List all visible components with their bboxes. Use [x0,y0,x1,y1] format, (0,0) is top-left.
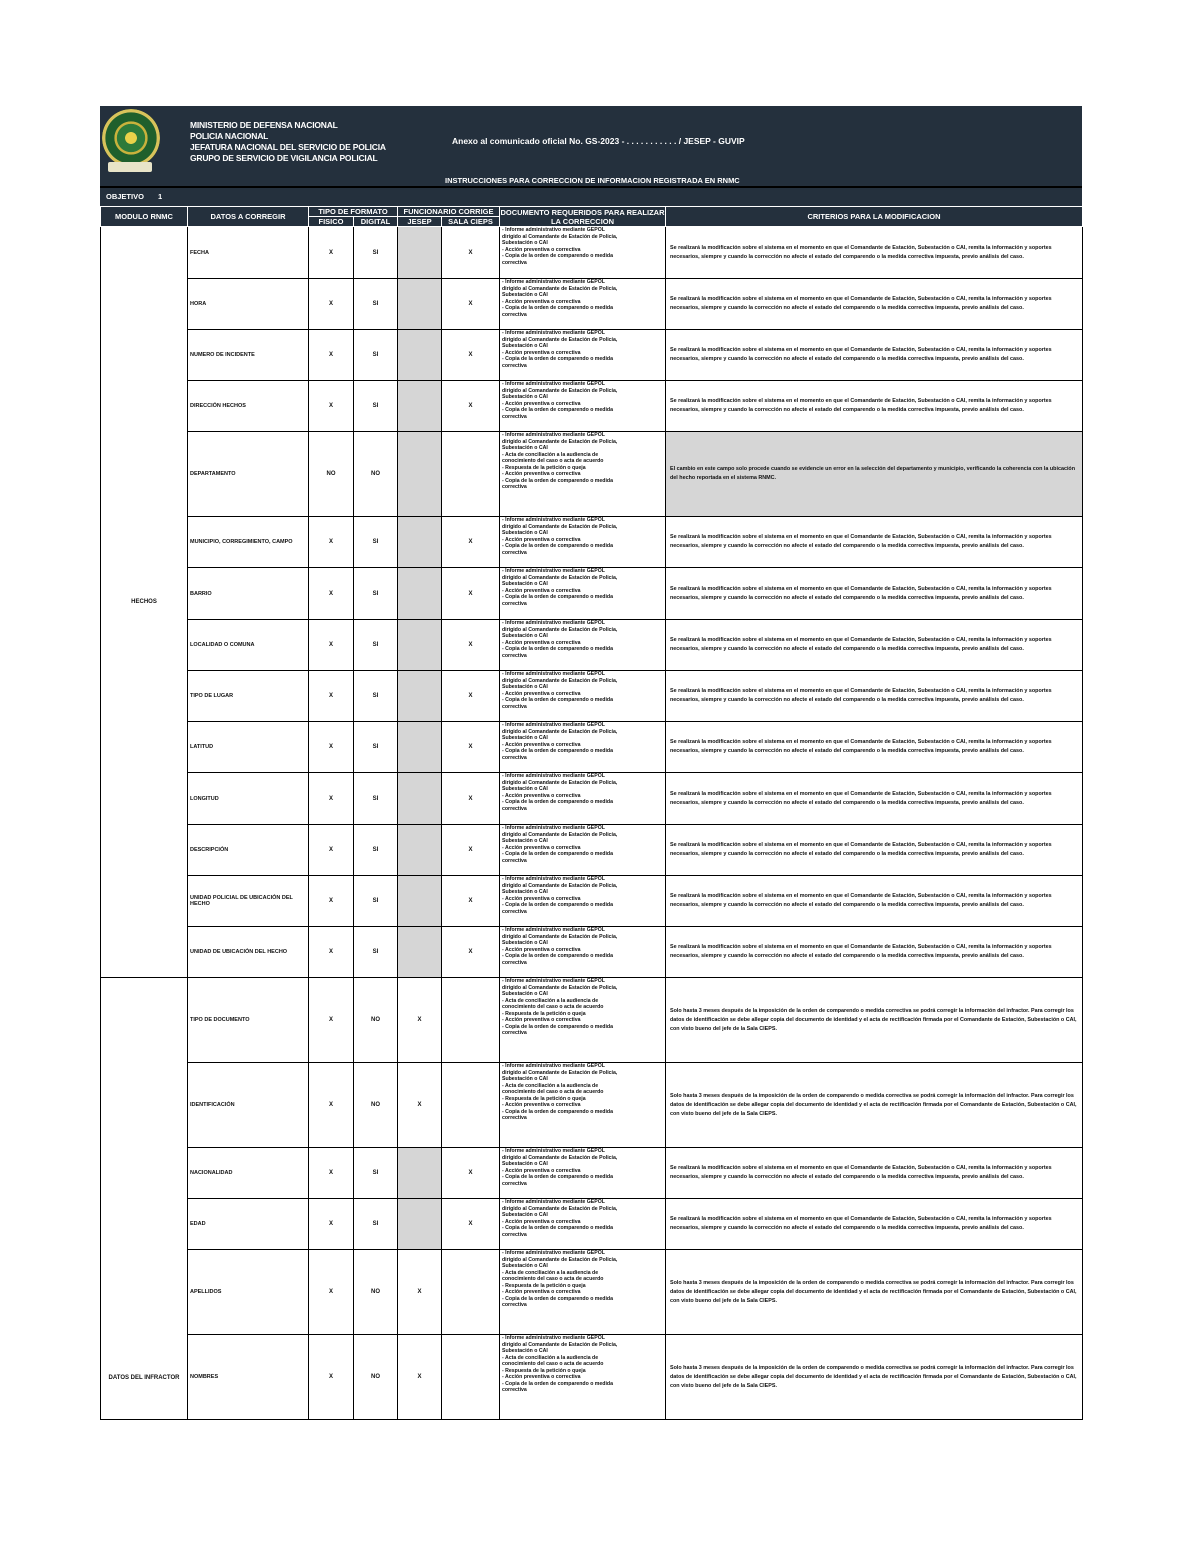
org-line: JEFATURA NACIONAL DEL SERVICIO DE POLICIA [190,142,386,152]
modification-criteria: Se realizará la modificación sobre el sistema en el momento en que el Comandante de Estación, Subestación o CAI, remita la información y soportes necesarios, siempre y cuando la corrección no afecte el estado del comparendo o la medida correctiva impuesta, previo análisis del caso. [666,722,1083,773]
sala-cieps-cell: X [442,381,500,432]
corrections-table [100,206,1083,1420]
required-documents: - Informe administrativo mediante GEPOL dirigido al Comandante de Estación de Policía, Subestación o CAI - Acción preventiva o correctiva - Copia de la orden de comparendo o medida correctiva [500,227,666,279]
sala-cieps-cell: X [442,620,500,671]
col-modulo: MODULO RNMC [101,207,188,227]
digital-cell: NO [354,1335,398,1420]
jesep-cell [398,825,442,876]
jesep-cell [398,722,442,773]
modification-criteria: Solo hasta 3 meses después de la imposición de la orden de comparendo o medida correctiva se podrá corregir la información del infractor. Para corregir los datos de identificación se debe allegar copia del documento de identidad y el acta de rectificación firmada por el Comandante de Estación, Subestación o CAI, con visto bueno del jefe de la Sala CIEPS. [666,1063,1083,1148]
sala-cieps-cell: X [442,671,500,722]
emblem-ribbon [108,162,152,172]
required-documents: - Informe administrativo mediante GEPOL dirigido al Comandante de Estación de Policía, Subestación o CAI - Acción preventiva o correctiva - Copia de la orden de comparendo o medida correctiva [500,1199,666,1250]
jesep-cell [398,227,442,279]
modification-criteria: Se realizará la modificación sobre el sistema en el momento en que el Comandante de Estación, Subestación o CAI, remita la información y soportes necesarios, siempre y cuando la corrección no afecte el estado del comparendo o la medida correctiva impuesta, previo análisis del caso. [666,671,1083,722]
fisico-cell: X [309,773,354,825]
sala-cieps-cell: X [442,1148,500,1199]
digital-cell: SI [354,722,398,773]
required-documents: - Informe administrativo mediante GEPOL dirigido al Comandante de Estación de Policía, Subestación o CAI - Acción preventiva o correctiva - Copia de la orden de comparendo o medida correctiva [500,1148,666,1199]
fisico-cell: NO [309,432,354,517]
jesep-cell [398,279,442,330]
required-documents: - Informe administrativo mediante GEPOL dirigido al Comandante de Estación de Policía, Subestación o CAI - Acción preventiva o correctiva - Copia de la orden de comparendo o medida correctiva [500,825,666,876]
jesep-cell [398,381,442,432]
digital-cell: SI [354,227,398,279]
modification-criteria: Se realizará la modificación sobre el sistema en el momento en que el Comandante de Estación, Subestación o CAI, remita la información y soportes necesarios, siempre y cuando la corrección no afecte el estado del comparendo o la medida correctiva impuesta, previo análisis del caso. [666,381,1083,432]
fisico-cell: X [309,1199,354,1250]
table-row [101,330,1083,381]
jesep-cell [398,1148,442,1199]
required-documents: - Informe administrativo mediante GEPOL dirigido al Comandante de Estación de Policía, Subestación o CAI - Acta de conciliación a la audiencia de conocimiento del caso o acta de acuerdo - Respuesta de la petición o queja - Acción preventiva o correctiva - Copia de la orden de comparendo o medida correctiva [500,1250,666,1335]
required-documents: - Informe administrativo mediante GEPOL dirigido al Comandante de Estación de Policía, Subestación o CAI - Acta de conciliación a la audiencia de conocimiento del caso o acta de acuerdo - Respuesta de la petición o queja - Acción preventiva o correctiva - Copia de la orden de comparendo o medida correctiva [500,432,666,517]
col-jesep: JESEP [398,217,442,227]
digital-cell: SI [354,279,398,330]
jesep-cell [398,773,442,825]
objective-label: OBJETIVO [106,192,144,201]
table-row [101,671,1083,722]
modification-criteria: Se realizará la modificación sobre el sistema en el momento en que el Comandante de Estación, Subestación o CAI, remita la información y soportes necesarios, siempre y cuando la corrección no afecte el estado del comparendo o la medida correctiva impuesta, previo análisis del caso. [666,876,1083,927]
jesep-cell [398,330,442,381]
fisico-cell: X [309,1148,354,1199]
required-documents: - Informe administrativo mediante GEPOL dirigido al Comandante de Estación de Policía, Subestación o CAI - Acta de conciliación a la audiencia de conocimiento del caso o acta de acuerdo - Respuesta de la petición o queja - Acción preventiva o correctiva - Copia de la orden de comparendo o medida correctiva [500,1063,666,1148]
modification-criteria: Se realizará la modificación sobre el sistema en el momento en que el Comandante de Estación, Subestación o CAI, remita la información y soportes necesarios, siempre y cuando la corrección no afecte el estado del comparendo o la medida correctiva impuesta, previo análisis del caso. [666,279,1083,330]
table-row [101,1335,1083,1420]
table-row [101,517,1083,568]
fisico-cell: X [309,227,354,279]
org-line: MINISTERIO DE DEFENSA NACIONAL [190,120,338,130]
fisico-cell: X [309,330,354,381]
data-field-name: FECHA [188,227,309,279]
required-documents: - Informe administrativo mediante GEPOL dirigido al Comandante de Estación de Policía, Subestación o CAI - Acta de conciliación a la audiencia de conocimiento del caso o acta de acuerdo - Respuesta de la petición o queja - Acción preventiva o correctiva - Copia de la orden de comparendo o medida correctiva [500,1335,666,1420]
sala-cieps-cell: X [442,517,500,568]
fisico-cell: X [309,1335,354,1420]
sala-cieps-cell: X [442,568,500,620]
fisico-cell: X [309,1250,354,1335]
sala-cieps-cell [442,1063,500,1148]
modification-criteria: Se realizará la modificación sobre el sistema en el momento en que el Comandante de Estación, Subestación o CAI, remita la información y soportes necesarios, siempre y cuando la corrección no afecte el estado del comparendo o la medida correctiva impuesta, previo análisis del caso. [666,773,1083,825]
table-row [101,1199,1083,1250]
table-row [101,227,1083,279]
table-row [101,432,1083,517]
sala-cieps-cell: X [442,876,500,927]
sala-cieps-cell: X [442,927,500,978]
document-sheet [100,106,1082,1420]
modification-criteria: Se realizará la modificación sobre el sistema en el momento en que el Comandante de Estación, Subestación o CAI, remita la información y soportes necesarios, siempre y cuando la corrección no afecte el estado del comparendo o la medida correctiva impuesta, previo análisis del caso. [666,227,1083,279]
data-field-name: UNIDAD DE UBICACIÓN DEL HECHO [188,927,309,978]
sala-cieps-cell: X [442,330,500,381]
org-line: POLICIA NACIONAL [190,131,269,141]
digital-cell: NO [354,978,398,1063]
jesep-cell [398,927,442,978]
digital-cell: SI [354,568,398,620]
table-row [101,927,1083,978]
modification-criteria: Se realizará la modificación sobre el sistema en el momento en que el Comandante de Estación, Subestación o CAI, remita la información y soportes necesarios, siempre y cuando la corrección no afecte el estado del comparendo o la medida correctiva impuesta, previo análisis del caso. [666,1148,1083,1199]
org-line: GRUPO DE SERVICIO DE VIGILANCIA POLICIAL [190,153,378,163]
table-row [101,620,1083,671]
sala-cieps-cell [442,432,500,517]
table-row [101,279,1083,330]
table-row [101,1063,1083,1148]
digital-cell: SI [354,620,398,671]
sala-cieps-cell [442,978,500,1063]
col-fisico: FISICO [309,217,354,227]
data-field-name: LATITUD [188,722,309,773]
modification-criteria: Se realizará la modificación sobre el sistema en el momento en que el Comandante de Estación, Subestación o CAI, remita la información y soportes necesarios, siempre y cuando la corrección no afecte el estado del comparendo o la medida correctiva impuesta, previo análisis del caso. [666,927,1083,978]
sala-cieps-cell: X [442,825,500,876]
data-field-name: APELLIDOS [188,1250,309,1335]
document-header [100,106,1082,186]
required-documents: - Informe administrativo mediante GEPOL dirigido al Comandante de Estación de Policía, Subestación o CAI - Acción preventiva o correctiva - Copia de la orden de comparendo o medida correctiva [500,517,666,568]
sala-cieps-cell: X [442,279,500,330]
sheet-title: INSTRUCCIONES PARA CORRECCION DE INFORMACION REGISTRADA EN RNMC [445,176,740,185]
required-documents: - Informe administrativo mediante GEPOL dirigido al Comandante de Estación de Policía, Subestación o CAI - Acción preventiva o correctiva - Copia de la orden de comparendo o medida correctiva [500,620,666,671]
table-row [101,1148,1083,1199]
modification-criteria: Se realizará la modificación sobre el sistema en el momento en que el Comandante de Estación, Subestación o CAI, remita la información y soportes necesarios, siempre y cuando la corrección no afecte el estado del comparendo o la medida correctiva impuesta, previo análisis del caso. [666,568,1083,620]
jesep-cell [398,876,442,927]
sala-cieps-cell: X [442,773,500,825]
jesep-cell: X [398,1335,442,1420]
col-tipo-formato: TIPO DE FORMATO [309,207,398,217]
fisico-cell: X [309,876,354,927]
module-cell: DATOS DEL INFRACTOR [101,978,188,1420]
col-datos: DATOS A CORREGIR [188,207,309,227]
organization-block [190,120,386,164]
fisico-cell: X [309,1063,354,1148]
digital-cell: NO [354,1063,398,1148]
col-criterios: CRITERIOS PARA LA MODIFICACION [666,207,1083,227]
required-documents: - Informe administrativo mediante GEPOL dirigido al Comandante de Estación de Policía, Subestación o CAI - Acción preventiva o correctiva - Copia de la orden de comparendo o medida correctiva [500,722,666,773]
jesep-cell [398,1199,442,1250]
data-field-name: IDENTIFICACIÓN [188,1063,309,1148]
digital-cell: SI [354,1199,398,1250]
data-field-name: UNIDAD POLICIAL DE UBICACIÓN DEL HECHO [188,876,309,927]
table-row [101,876,1083,927]
table-row [101,722,1083,773]
col-documento: DOCUMENTO REQUERIDOS PARA REALIZAR LA CORRECCION [500,207,665,226]
table-row [101,773,1083,825]
modification-criteria: Solo hasta 3 meses después de la imposición de la orden de comparendo o medida correctiva se podrá corregir la información del infractor. Para corregir los datos de identificación se debe allegar copia del documento de identidad y el acta de rectificación firmada por el Comandante de Estación, Subestación o CAI, con visto bueno del jefe de la Sala CIEPS. [666,1335,1083,1420]
data-field-name: LONGITUD [188,773,309,825]
col-digital: DIGITAL [354,217,398,227]
table-row [101,381,1083,432]
required-documents: - Informe administrativo mediante GEPOL dirigido al Comandante de Estación de Policía, Subestación o CAI - Acción preventiva o correctiva - Copia de la orden de comparendo o medida correctiva [500,568,666,620]
table-row [101,825,1083,876]
data-field-name: TIPO DE DOCUMENTO [188,978,309,1063]
modification-criteria: Se realizará la modificación sobre el sistema en el momento en que el Comandante de Estación, Subestación o CAI, remita la información y soportes necesarios, siempre y cuando la corrección no afecte el estado del comparendo o la medida correctiva impuesta, previo análisis del caso. [666,620,1083,671]
digital-cell: SI [354,927,398,978]
data-field-name: DEPARTAMENTO [188,432,309,517]
data-field-name: BARRIO [188,568,309,620]
sala-cieps-cell: X [442,722,500,773]
digital-cell: SI [354,517,398,568]
digital-cell: SI [354,1148,398,1199]
data-field-name: NOMBRES [188,1335,309,1420]
sala-cieps-cell [442,1250,500,1335]
objective-value: 1 [158,192,163,201]
table-row [101,978,1083,1063]
jesep-cell [398,671,442,722]
jesep-cell [398,620,442,671]
digital-cell: SI [354,330,398,381]
fisico-cell: X [309,722,354,773]
digital-cell: SI [354,876,398,927]
jesep-cell [398,568,442,620]
data-field-name: NUMERO DE INCIDENTE [188,330,309,381]
required-documents: - Informe administrativo mediante GEPOL dirigido al Comandante de Estación de Policía, Subestación o CAI - Acción preventiva o correctiva - Copia de la orden de comparendo o medida correctiva [500,773,666,825]
digital-cell: NO [354,432,398,517]
module-cell: HECHOS [101,227,188,978]
data-field-name: NACIONALIDAD [188,1148,309,1199]
required-documents: - Informe administrativo mediante GEPOL dirigido al Comandante de Estación de Policía, Subestación o CAI - Acción preventiva o correctiva - Copia de la orden de comparendo o medida correctiva [500,330,666,381]
required-documents: - Informe administrativo mediante GEPOL dirigido al Comandante de Estación de Policía, Subestación o CAI - Acción preventiva o correctiva - Copia de la orden de comparendo o medida correctiva [500,381,666,432]
sala-cieps-cell [442,1335,500,1420]
digital-cell: SI [354,773,398,825]
table-row [101,568,1083,620]
digital-cell: SI [354,825,398,876]
required-documents: - Informe administrativo mediante GEPOL dirigido al Comandante de Estación de Policía, Subestación o CAI - Acción preventiva o correctiva - Copia de la orden de comparendo o medida correctiva [500,279,666,330]
police-emblem-icon [102,109,160,167]
fisico-cell: X [309,978,354,1063]
digital-cell: NO [354,1250,398,1335]
fisico-cell: X [309,620,354,671]
required-documents: - Informe administrativo mediante GEPOL dirigido al Comandante de Estación de Policía, Subestación o CAI - Acción preventiva o correctiva - Copia de la orden de comparendo o medida correctiva [500,927,666,978]
modification-criteria: Solo hasta 3 meses después de la imposición de la orden de comparendo o medida correctiva se podrá corregir la información del infractor. Para corregir los datos de identificación se debe allegar copia del documento de identidad y el acta de rectificación firmada por el Comandante de Estación, Subestación o CAI, con visto bueno del jefe de la Sala CIEPS. [666,1250,1083,1335]
required-documents: - Informe administrativo mediante GEPOL dirigido al Comandante de Estación de Policía, Subestación o CAI - Acción preventiva o correctiva - Copia de la orden de comparendo o medida correctiva [500,876,666,927]
modification-criteria: Se realizará la modificación sobre el sistema en el momento en que el Comandante de Estación, Subestación o CAI, remita la información y soportes necesarios, siempre y cuando la corrección no afecte el estado del comparendo o la medida correctiva impuesta, previo análisis del caso. [666,825,1083,876]
jesep-cell: X [398,978,442,1063]
digital-cell: SI [354,381,398,432]
sala-cieps-cell: X [442,1199,500,1250]
sala-cieps-cell: X [442,227,500,279]
data-field-name: HORA [188,279,309,330]
table-body [101,227,1083,1420]
fisico-cell: X [309,279,354,330]
modification-criteria: Se realizará la modificación sobre el sistema en el momento en que el Comandante de Estación, Subestación o CAI, remita la información y soportes necesarios, siempre y cuando la corrección no afecte el estado del comparendo o la medida correctiva impuesta, previo análisis del caso. [666,517,1083,568]
fisico-cell: X [309,381,354,432]
col-sala-cieps: SALA CIEPS [442,217,500,227]
required-documents: - Informe administrativo mediante GEPOL dirigido al Comandante de Estación de Policía, Subestación o CAI - Acción preventiva o correctiva - Copia de la orden de comparendo o medida correctiva [500,671,666,722]
annex-reference: Anexo al comunicado oficial No. GS-2023 - . . . . . . . . . . . / JESEP - GUVIP [452,136,745,146]
modification-criteria: Solo hasta 3 meses después de la imposición de la orden de comparendo o medida correctiva se podrá corregir la información del infractor. Para corregir los datos de identificación se debe allegar copia del documento de identidad y el acta de rectificación firmada por el Comandante de Estación, Subestación o CAI, con visto bueno del jefe de la Sala CIEPS. [666,978,1083,1063]
jesep-cell: X [398,1250,442,1335]
digital-cell: SI [354,671,398,722]
fisico-cell: X [309,671,354,722]
data-field-name: DIRECCIÓN HECHOS [188,381,309,432]
fisico-cell: X [309,825,354,876]
modification-criteria: Se realizará la modificación sobre el sistema en el momento en que el Comandante de Estación, Subestación o CAI, remita la información y soportes necesarios, siempre y cuando la corrección no afecte el estado del comparendo o la medida correctiva impuesta, previo análisis del caso. [666,330,1083,381]
jesep-cell [398,517,442,568]
fisico-cell: X [309,927,354,978]
modification-criteria: Se realizará la modificación sobre el sistema en el momento en que el Comandante de Estación, Subestación o CAI, remita la información y soportes necesarios, siempre y cuando la corrección no afecte el estado del comparendo o la medida correctiva impuesta, previo análisis del caso. [666,1199,1083,1250]
col-funcionario: FUNCIONARIO CORRIGE [398,207,500,217]
data-field-name: MUNICIPIO, CORREGIMIENTO, CAMPO [188,517,309,568]
data-field-name: DESCRIPCIÓN [188,825,309,876]
fisico-cell: X [309,517,354,568]
modification-criteria: El cambio en este campo solo procede cuando se evidencie un error en la selección del departamento y municipio, verificando la coherencia con la ubicación del hecho reportada en el sistema RNMC. [666,432,1083,517]
table-row [101,1250,1083,1335]
data-field-name: LOCALIDAD O COMUNA [188,620,309,671]
jesep-cell [398,432,442,517]
jesep-cell: X [398,1063,442,1148]
data-field-name: TIPO DE LUGAR [188,671,309,722]
objective-row [100,186,1082,206]
data-field-name: EDAD [188,1199,309,1250]
required-documents: - Informe administrativo mediante GEPOL dirigido al Comandante de Estación de Policía, Subestación o CAI - Acta de conciliación a la audiencia de conocimiento del caso o acta de acuerdo - Respuesta de la petición o queja - Acción preventiva o correctiva - Copia de la orden de comparendo o medida correctiva [500,978,666,1063]
fisico-cell: X [309,568,354,620]
